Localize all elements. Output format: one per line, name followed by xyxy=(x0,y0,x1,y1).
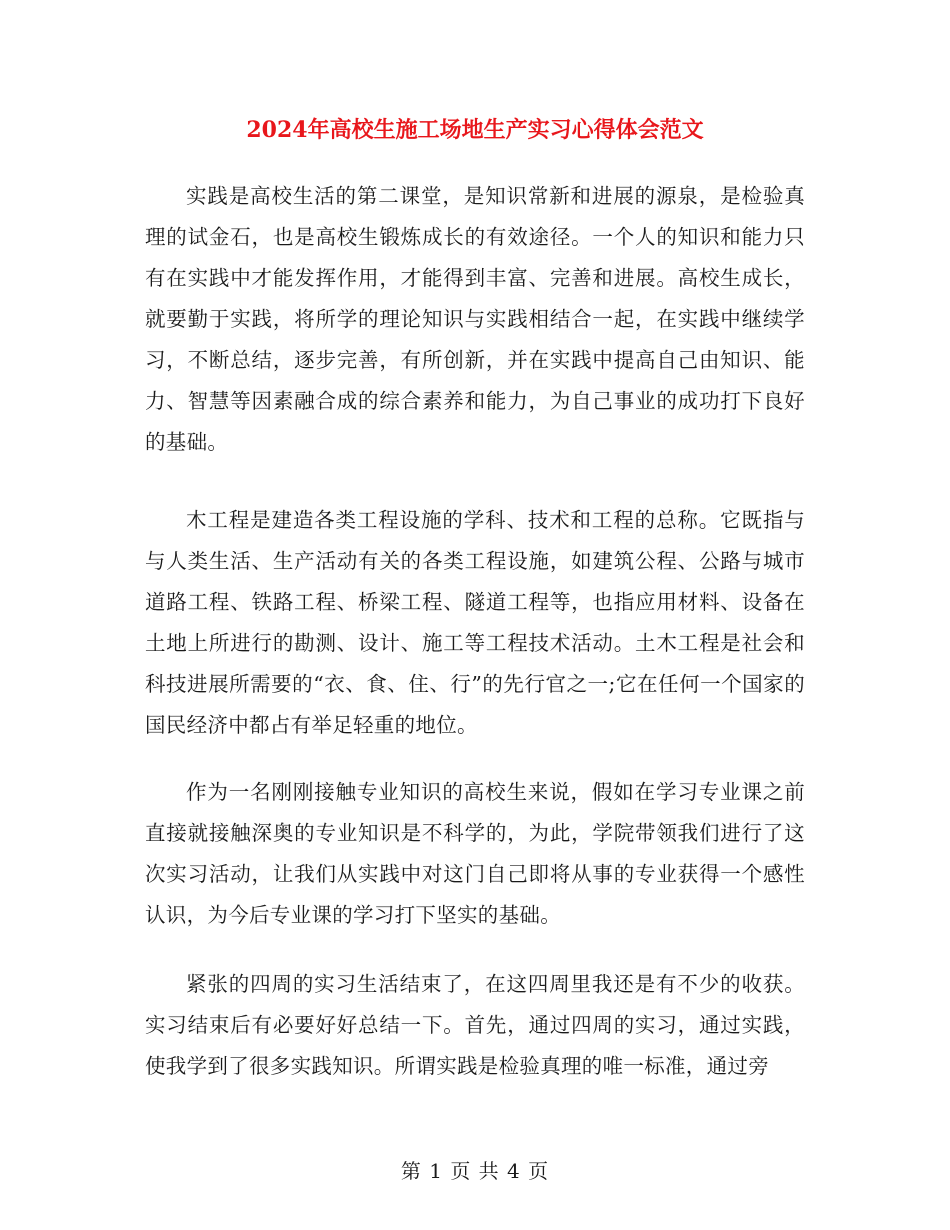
paragraph-3: 作为一名刚刚接触专业知识的高校生来说，假如在学习专业课之前直接就接触深奥的专业知识是不科学的，为此，学院带领我们进行了这次实习活动，让我们从实践中对这门自己即将从事的专业获得一个感性认识，为今后专业课的学习打下坚实的基础。 xyxy=(145,780,805,927)
paragraph-4: 紧张的四周的实习生活结束了，在这四周里我还是有不少的收获。实习结束后有必要好好总结一下。首先，通过四周的实习，通过实践，使我学到了很多实践知识。所谓实践是检验真理的唯一标准，通过旁 xyxy=(145,972,805,1078)
document-title: 2024年高校生施工场地生产实习心得体会范文 xyxy=(246,117,704,143)
page-footer: 第 1 页 共 4 页 xyxy=(400,1159,550,1183)
paragraph-1: 实践是高校生活的第二课堂，是知识常新和进展的源泉，是检验真理的试金石，也是高校生锻炼成长的有效途径。一个人的知识和能力只有在实践中才能发挥作用，才能得到丰富、完善和进展。高校生成长，就要勤于实践，将所学的理论知识与实践相结合一起，在实践中继续学习，不断总结，逐步完善，有所创新，并在实践中提高自己由知识、能力、智慧等因素融合成的综合素养和能力，为自己事业的成功打下良好的基础。 xyxy=(145,184,805,454)
paragraph-2: 木工程是建造各类工程设施的学科、技术和工程的总称。它既指与与人类生活、生产活动有关的各类工程设施，如建筑公程、公路与城市道路工程、铁路工程、桥梁工程、隧道工程等，也指应用材料、设备在土地上所进行的勘测、设计、施工等工程技术活动。土木工程是社会和科技进展所需要的“衣、食、住、行”的先行官之一;它在任何一个国家的国民经济中都占有举足轻重的地位。 xyxy=(145,508,805,737)
